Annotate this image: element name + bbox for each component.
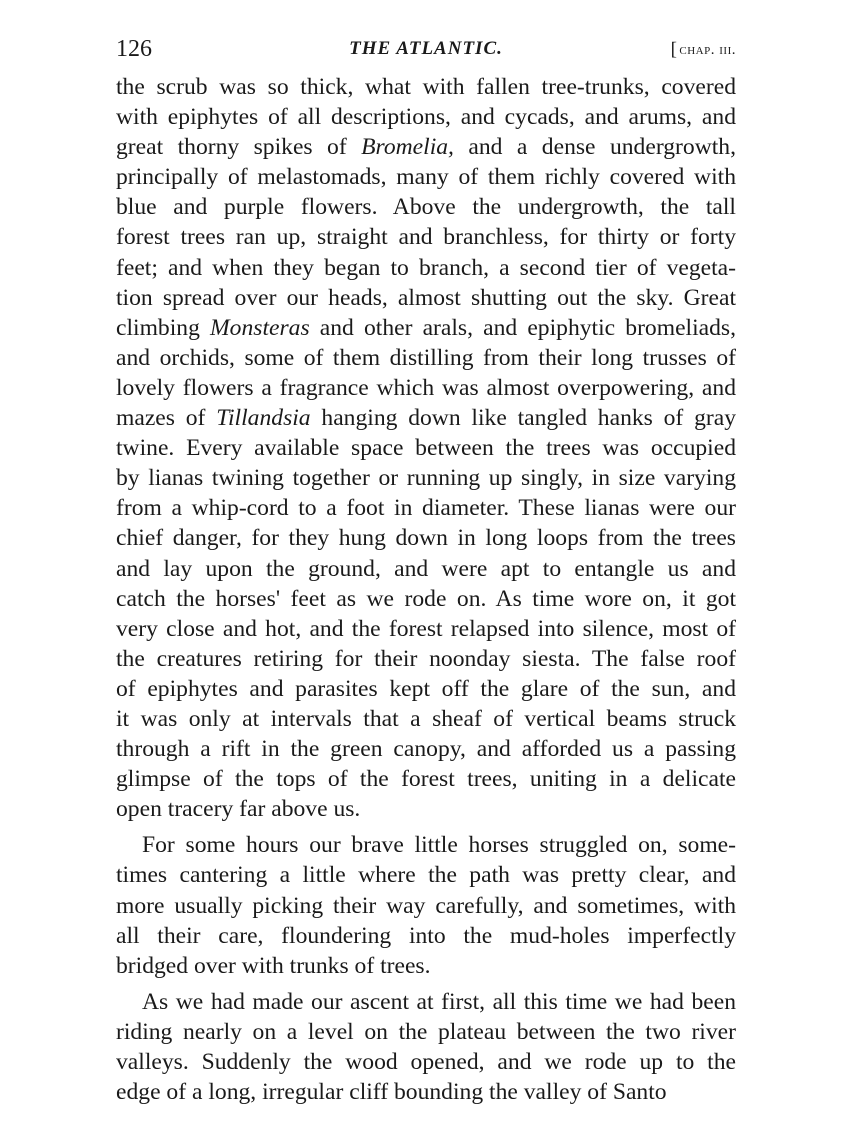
text-segment: and a dense undergrowth,: [453, 134, 736, 161]
chapter-reference: [671, 39, 736, 61]
text-line: For some hours our brave little horses struggled on, some-: [142, 832, 736, 859]
text-line: As we had made our ascent at first, all this time we had been: [142, 988, 736, 1015]
text-line: twine. Every available space between the trees was occupied: [116, 435, 736, 462]
italic-term: Tillandsia: [216, 405, 311, 432]
text-line: [116, 403, 736, 433]
text-line: glimpse of the tops of the forest trees, uniting in a delicate: [116, 766, 736, 793]
paragraph: [116, 830, 736, 980]
page-number: 126: [116, 36, 152, 62]
text-line: the creatures retiring for their noonday siesta. The false roof: [116, 645, 736, 672]
text-line: open tracery far above us.: [116, 796, 361, 823]
text-line: feet; and when they began to branch, a second tier of vegeta-: [116, 254, 736, 281]
body-text: [116, 72, 736, 1107]
text-line: riding nearly on a level on the plateau between the two river: [116, 1018, 736, 1045]
text-line: edge of a long, irregular cliff bounding the valley of Santo: [116, 1079, 667, 1106]
text-line: by lianas twining together or running up singly, in size varying: [116, 465, 736, 492]
text-line: bridged over with trunks of trees.: [116, 952, 431, 979]
text-line: tion spread over our heads, almost shutting out the sky. Great: [116, 284, 736, 311]
text-line: of epiphytes and parasites kept off the glare of the sun, and: [116, 675, 736, 702]
text-line: more usually picking their way carefully, and sometimes, with: [116, 892, 736, 919]
italic-term: Bromelia,: [361, 134, 454, 161]
text-line: principally of melastomads, many of them richly covered with: [116, 164, 736, 191]
text-line: with epiphytes of all descriptions, and cycads, and arums, and: [116, 104, 736, 131]
text-line: [116, 313, 736, 343]
chapter-label: chap. iii.: [679, 42, 736, 58]
text-line: blue and purple flowers. Above the undergrowth, the tall: [116, 194, 736, 221]
text-line: from a whip-cord to a foot in diameter. These lianas were our: [116, 495, 736, 522]
text-line: forest trees ran up, straight and branchless, for thirty or forty: [116, 224, 736, 251]
text-segment: and other arals, and epiphytic bromeliads,: [309, 314, 737, 341]
text-line: lovely flowers a fragrance which was almost overpowering, and: [116, 374, 736, 401]
book-page: [116, 36, 736, 1107]
text-line: it was only at intervals that a sheaf of vertical beams struck: [116, 705, 736, 732]
text-segment: great thorny spikes of: [116, 134, 362, 161]
text-segment: climbing: [116, 314, 211, 341]
text-line: times cantering a little where the path was pretty clear, and: [116, 862, 736, 889]
text-line: and lay upon the ground, and were apt to entangle us and: [116, 555, 736, 582]
text-line: catch the horses' feet as we rode on. As time wore on, it got: [116, 585, 736, 612]
text-line: chief danger, for they hung down in long loops from the trees: [116, 525, 736, 552]
text-line: all their care, floundering into the mud-holes imperfectly: [116, 922, 736, 949]
text-segment: hanging down like tangled hanks of gray: [310, 405, 736, 432]
text-segment: mazes of: [116, 405, 217, 432]
text-line: and orchids, some of them distilling from their long trusses of: [116, 344, 736, 371]
text-line: through a rift in the green canopy, and afforded us a passing: [116, 736, 736, 763]
text-line: the scrub was so thick, what with fallen tree-trunks, covered: [116, 74, 736, 100]
running-title: THE ATLANTIC.: [349, 38, 503, 59]
paragraph: [116, 72, 736, 824]
paragraph: [116, 987, 736, 1107]
text-line: very close and hot, and the forest relapsed into silence, most of: [116, 615, 736, 642]
italic-term: Monsteras: [210, 314, 310, 341]
text-line: [116, 132, 736, 162]
running-head: [116, 36, 736, 72]
chapter-bracket: [: [670, 39, 678, 60]
text-line: valleys. Suddenly the wood opened, and we rode up to the: [116, 1049, 736, 1075]
